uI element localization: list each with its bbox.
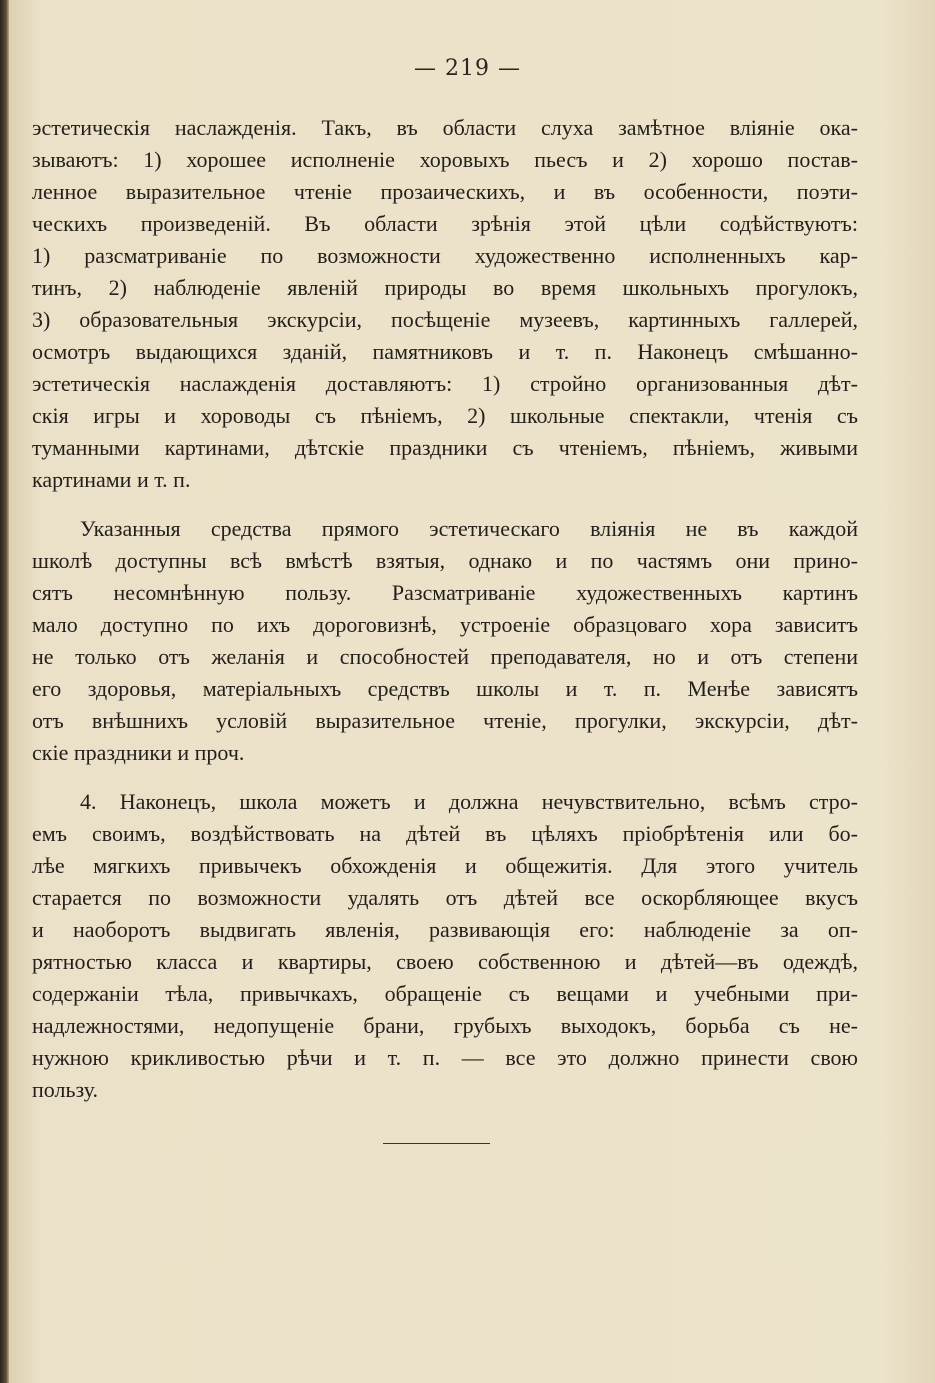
text-line: мало доступно по ихъ дороговизнѣ, устроеніе образцоваго хора зависитъ — [32, 612, 858, 637]
text-line: сятъ несомнѣнную пользу. Разсматриваніе художественныхъ картинъ — [32, 580, 858, 605]
paragraph — [32, 112, 858, 496]
text-line: пользу. — [32, 1077, 99, 1102]
text-line: ленное выразительное чтеніе прозаическихъ, и въ особенности, поэти- — [32, 179, 858, 204]
text-line: картинами и т. п. — [32, 467, 191, 492]
text-line: лѣе мягкихъ привычекъ обхожденія и общежитія. Для этого учитель — [32, 853, 858, 878]
text-line: эстетическія наслажденія доставляютъ: 1) стройно организованныя дѣт- — [32, 371, 858, 396]
text-line: нужною крикливостью рѣчи и т. п. — все это должно принести свою — [32, 1045, 858, 1070]
text-line: надлежностями, недопущеніе брани, грубыхъ выходокъ, борьба съ не- — [32, 1013, 858, 1038]
text-line: 3) образовательныя экскурсіи, посѣщеніе музеевъ, картинныхъ галлерей, — [32, 307, 858, 332]
paragraph — [32, 786, 858, 1106]
text-line: 1) разсматриваніе по возможности художественно исполненныхъ кар- — [32, 243, 858, 268]
text-line: скіе праздники и проч. — [32, 740, 245, 765]
text-line: старается по возможности удалять отъ дѣтей все оскорбляющее вкусъ — [32, 885, 858, 910]
text-line: ческихъ произведеній. Въ области зрѣнія этой цѣли содѣйствуютъ: — [32, 211, 858, 236]
body-text — [32, 112, 858, 1106]
text-line: емъ своимъ, воздѣйствовать на дѣтей въ цѣляхъ пріобрѣтенія или бо- — [32, 821, 858, 846]
text-line: не только отъ желанія и способностей преподавателя, но и отъ степени — [32, 644, 858, 669]
text-line: осмотръ выдающихся зданій, памятниковъ и т. п. Наконецъ смѣшанно- — [32, 339, 858, 364]
text-line: его здоровья, матеріальныхъ средствъ школы и т. п. Менѣе зависятъ — [32, 676, 858, 701]
page-number: — 219 — — [414, 56, 521, 81]
text-line: тинъ, 2) наблюденіе явленій природы во время школьныхъ прогулокъ, — [32, 275, 858, 300]
text-line: зываютъ: 1) хорошее исполненіе хоровыхъ пьесъ и 2) хорошо постав- — [32, 147, 858, 172]
text-line: и наоборотъ выдвигать явленія, развивающія его: наблюденіе за оп- — [32, 917, 858, 942]
section-end-rule — [383, 1143, 490, 1144]
text-line: эстетическія наслажденія. Такъ, въ области слуха замѣтное вліяніе ока- — [32, 115, 858, 140]
text-line: Указанныя средства прямого эстетическаго вліянія не въ каждой — [80, 516, 858, 541]
paragraph — [32, 513, 858, 769]
text-line: содержаніи тѣла, привычкахъ, обращеніе съ вещами и учебными при- — [32, 981, 858, 1006]
text-line: скія игры и хороводы съ пѣніемъ, 2) школьные спектакли, чтенія съ — [32, 403, 858, 428]
text-line: школѣ доступны всѣ вмѣстѣ взятыя, однако и по частямъ они прино- — [32, 548, 858, 573]
book-spine-shadow — [0, 0, 9, 1383]
text-line: 4. Наконецъ, школа можетъ и должна нечувствительно, всѣмъ стро- — [80, 789, 858, 814]
text-line: отъ внѣшнихъ условій выразительное чтеніе, прогулки, экскурсіи, дѣт- — [32, 708, 858, 733]
text-line: рятностью класса и квартиры, своею собственною и дѣтей—въ одеждѣ, — [32, 949, 858, 974]
text-line: туманными картинами, дѣтскіе праздники съ чтеніемъ, пѣніемъ, живыми — [32, 435, 858, 460]
